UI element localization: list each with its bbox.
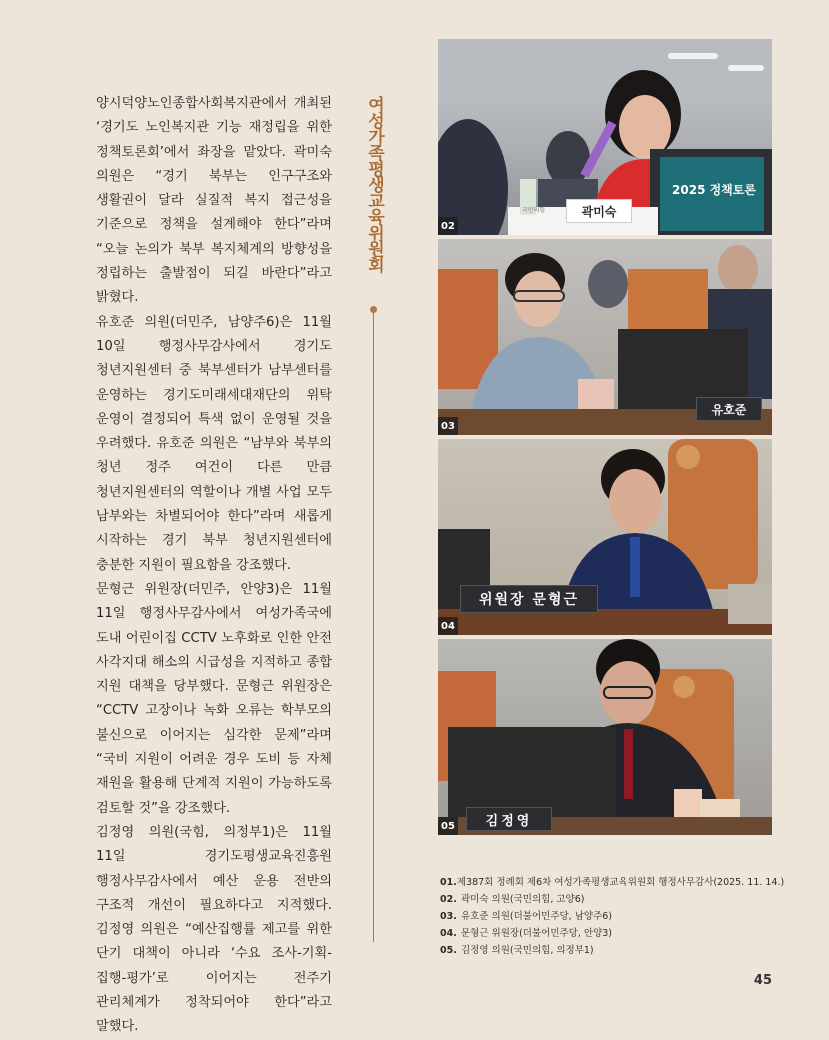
caption-number: 01. — [440, 877, 457, 888]
committee-title: 여성가족평생교육위원회 — [364, 96, 384, 272]
caption-text: 곽미숙 의원(국민의힘, 고양6) — [461, 894, 585, 905]
page-number: 45 — [753, 973, 772, 988]
photo-05-scene — [438, 639, 772, 835]
photo-captions — [440, 874, 785, 959]
nameplate-label: 위원장 문형근 — [478, 592, 580, 608]
nameplate-label: 곽미숙 — [581, 204, 617, 219]
photo-03 — [438, 239, 772, 435]
nameplate — [566, 199, 632, 223]
caption-row — [440, 925, 770, 942]
forum-banner: 2025 정책토론 — [672, 183, 756, 197]
divider-line — [373, 312, 374, 942]
caption-row — [440, 891, 770, 908]
nameplate-label: 김정영 — [485, 813, 533, 829]
nameplate — [696, 397, 762, 421]
caption-text: 문형근 위원장(더불어민주당, 안양3) — [461, 928, 612, 939]
caption-number: 04. — [440, 928, 457, 939]
photo-05 — [438, 639, 772, 835]
photo-02 — [438, 39, 772, 235]
party-label: 국민의힘 — [522, 207, 546, 214]
caption-number: 05. — [440, 945, 457, 956]
photo-number: 04 — [438, 617, 458, 635]
caption-number: 03. — [440, 911, 457, 922]
caption-text: 김정영 의원(국민의힘, 의정부1) — [461, 945, 594, 956]
caption-row — [440, 908, 770, 925]
photo-04 — [438, 439, 772, 635]
nameplate-label: 유호준 — [711, 402, 747, 417]
nameplate — [466, 807, 552, 831]
article-body — [96, 92, 332, 1040]
caption-text: 유호준 의원(더불어민주당, 남양주6) — [461, 911, 612, 922]
caption-row — [440, 874, 785, 891]
caption-text: 제387회 정례회 제6차 여성가족평생교육위원회 행정사무감사(2025. 11. 14.) — [456, 877, 785, 888]
paragraph: 문형근 위원장(더민주, 안양3)은 11월 11일 행정사무감사에서 여성가족국에 도내 어린이집 CCTV 노후화로 인한 안전 사각지대 해소의 시급성을 지적하고 종합 지원 대책을 당부했다. 문형근 위원장은 “CCTV 고장이나 녹화 오류는 학부모의 불신으로 이어지는 심각한 문제”라며 “국비 지원이 어려운 경우 도비 등 자체 재원을 활용해 단계적 지원이 가능하도록 검토할 것”을 강조했다. — [96, 581, 332, 816]
paragraph: 유호준 의원(더민주, 남양주6)은 11월 10일 행정사무감사에서 경기도 청년지원센터 중 북부센터가 남부센터를 운영하는 경기도미래세대재단의 위탁 운영이 결정되어 특색 없이 운영될 것을 우려했다. 유호준 의원은 “남부와 북부의 청년 정주 여건이 다른 만큼 청년지원센터의 역할이나 개별 사업 모두 남부와는 차별되어야 한다”라며 새롭게 시작하는 경기 북부 청년지원센터에 충분한 지원이 필요함을 강조했다. — [96, 314, 332, 573]
photo-number: 02 — [438, 217, 458, 235]
caption-number: 02. — [440, 894, 457, 905]
paragraph: 양시덕양노인종합사회복지관에서 개최된 ‘경기도 노인복지관 기능 재정립을 위한 정책토론회’에서 좌장을 맡았다. 곽미숙 의원은 “경기 북부는 인구구조와 생활권이 달라 실질적 복지 접근성을 기준으로 정책을 설계해야 한다”라며 “오늘 논의가 북부 복지체계의 방향성을 정립하는 출발점이 되길 바란다”라고 밝혔다. — [96, 96, 332, 306]
photo-number: 03 — [438, 417, 458, 435]
nameplate — [460, 585, 598, 613]
caption-row — [440, 942, 770, 959]
paragraph: 김정영 의원(국힘, 의정부1)은 11월 11일 경기도평생교육진흥원 행정사무감사에서 예산 운용 전반의 구조적 개선이 필요하다고 지적했다. 김정영 의원은 “예산집행률 제고를 위한 단기 대책이 아니라 ‘수요 조사-기획-집행-평가’로 이어지는 전주기 관리체계가 정착되어야 한다”라고 말했다. — [96, 824, 332, 1035]
photo-number: 05 — [438, 817, 458, 835]
